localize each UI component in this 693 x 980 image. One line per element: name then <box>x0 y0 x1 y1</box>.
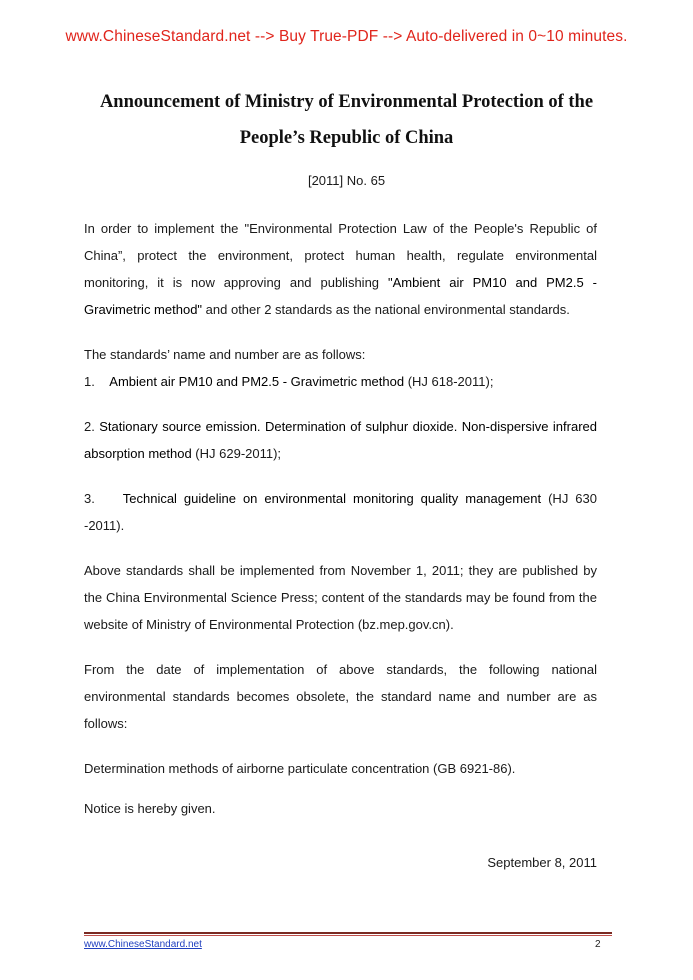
promo-banner[interactable]: www.ChineseStandard.net --> Buy True-PDF --> Auto-delivered in 0~10 minutes. <box>65 28 628 45</box>
implementation-paragraph: Above standards shall be implemented from November 1, 2011; they are published by the China Environmental Science Press; content of the standards may be found from the website of Ministry of Environmental Protection (bz.mep.gov.cn). <box>84 563 597 632</box>
item-code: (HJ 630 -2011). <box>84 491 597 533</box>
intro-tail: and other 2 standards as the national environmental standards. <box>202 302 570 317</box>
document-number: [2011] No. 65 <box>307 173 386 188</box>
item-name: Ambient air PM10 and PM2.5 - Gravimetric method <box>109 374 405 389</box>
footer-rule <box>84 932 612 934</box>
obsolete-paragraph: From the date of implementation of above standards, the following national environmental standards becomes obsolete, the standard name and number are as follows: <box>84 662 597 731</box>
item-number: 1. <box>84 374 95 389</box>
item-code: (HJ 618-2011); <box>404 374 494 389</box>
item-name: Stationary source emission. Determination of sulphur dioxide. Non-dispersive infrared absorption method <box>84 419 597 461</box>
list-item <box>84 368 597 395</box>
list-item <box>84 413 597 467</box>
title-line-1: Announcement of Ministry of Environmental Protection of the <box>99 92 594 112</box>
footer-link[interactable]: www.ChineseStandard.net <box>84 939 202 950</box>
item-number: 2. <box>84 419 95 434</box>
title-line-2: People’s Republic of China <box>239 128 454 148</box>
item-code: (HJ 629-2011); <box>191 446 282 461</box>
footer-rule-thin <box>84 935 612 936</box>
intro-text: In order to implement the "Environmental Protection Law of the People's Republic of China”, protect the environment, protect human health, regulate environmental monitoring, it is now approving and publishing <box>84 221 597 290</box>
intro-standard-title: "Ambient air PM10 and PM2.5 - Gravimetric method" <box>84 275 597 317</box>
notice: Notice is hereby given. <box>84 801 216 816</box>
item-number: 3. <box>84 491 95 506</box>
intro-paragraph <box>84 215 597 323</box>
obsolete-standard: Determination methods of airborne particulate concentration (GB 6921-86). <box>84 761 516 776</box>
document-body <box>84 215 597 822</box>
list-heading: The standards’ name and number are as follows: <box>84 347 366 362</box>
item-name: Technical guideline on environmental monitoring quality management <box>122 491 542 506</box>
document-title <box>60 84 633 156</box>
page-number: 2 <box>595 939 601 950</box>
signature-date: September 8, 2011 <box>487 855 597 870</box>
list-item <box>84 485 597 539</box>
